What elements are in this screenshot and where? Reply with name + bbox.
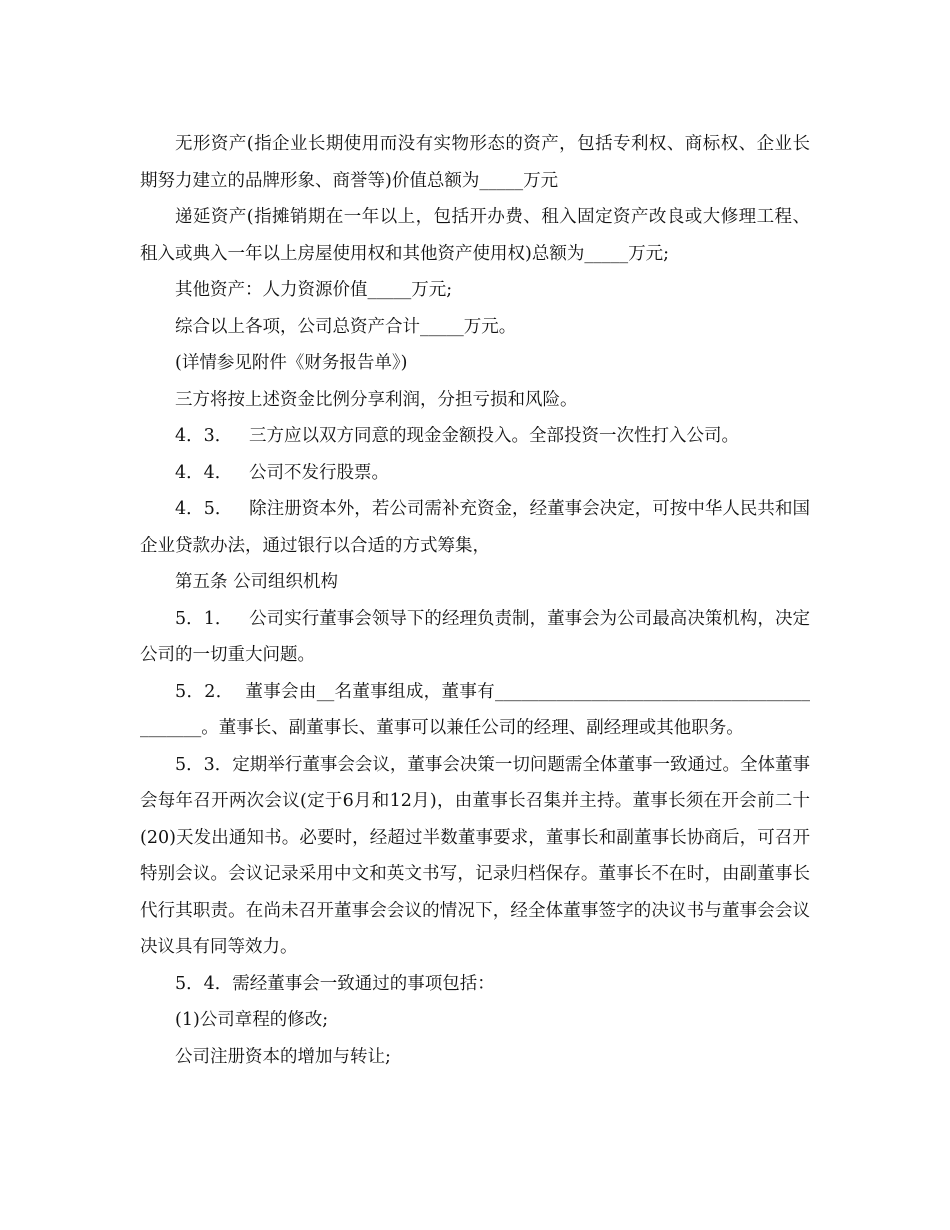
article-5-heading: 第五条 公司组织机构 [175,572,339,592]
document-page [140,126,810,1075]
paragraph-attachment-note: (详情参见附件《财务报告单》) [175,353,408,373]
paragraph-other-assets: 其他资产：人力资源价值_____万元; [175,280,453,300]
clause-4-3: 4．3． 三方应以双方同意的现金金额投入。全部投资一次性打入公司。 [175,426,739,446]
clause-5-4: 5．4．需经董事会一致通过的事项包括： [175,973,495,994]
item-registered-capital: 公司注册资本的增加与转让; [175,1046,391,1067]
clause-4-5: 4．5． 除注册资本外，若公司需补充资金，经董事会决定，可按中华人民共和国企业贷款办法，通过银行以合适的方式筹集， [140,499,810,556]
paragraph-total-assets: 综合以上各项，公司总资产合计_____万元。 [175,316,517,337]
paragraph-intangible-assets: 无形资产(指企业长期使用而没有实物形态的资产，包括专利权、商标权、企业长期努力建立的品牌形象、商誉等)价值总额为_____万元 [140,134,810,191]
paragraph-profit-sharing: 三方将按上述资金比例分享利润，分担亏损和风险。 [175,389,578,410]
paragraph-deferred-assets: 递延资产(指摊销期在一年以上，包括开办费、租入固定资产改良或大修理工程、租入或典入一年以上房屋使用权和其他资产使用权)总额为_____万元; [140,207,810,264]
clause-4-4: 4．4． 公司不发行股票。 [175,462,389,483]
item-1-articles-amendment: (1)公司章程的修改; [175,1010,329,1030]
clause-5-1: 5．1． 公司实行董事会领导下的经理负责制，董事会为公司最高决策机构，决定公司的一切重大问题。 [140,608,810,665]
clause-5-3: 5．3．定期举行董事会会议，董事会决策一切问题需全体董事一致通过。全体董事会每年召开两次会议(定于6月和12月)，由董事长召集并主持。董事长须在开会前二十(20)天发出通知书。必要时，经超过半数董事要求，董事长和副董事长协商后，可召开特别会议。会议记录采用中文和英文书写，记录归档保存。董事长不在时，由副董事长代行其职责。在尚未召开董事会会议的情况下，经全体董事签字的决议书与董事会会议决议具有同等效力。 [140,754,810,957]
clause-5-2: 5．2． 董事会由__名董事组成，董事有___________________________________________。董事长、副董事长、董事可以兼任公司的经理、副经理或其他职务。 [140,681,810,738]
